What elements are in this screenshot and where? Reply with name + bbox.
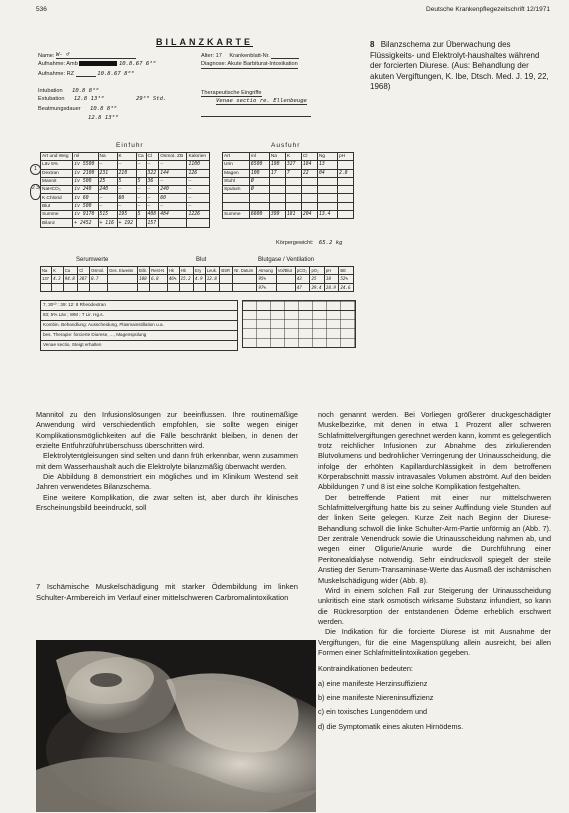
output-row bbox=[223, 186, 354, 194]
lab-header-cell: Atmung bbox=[257, 267, 276, 275]
output-cell: 204 bbox=[301, 211, 317, 219]
output-cell bbox=[269, 194, 285, 202]
output-cell bbox=[317, 202, 337, 210]
intake-cell: 240 bbox=[98, 186, 117, 194]
intake-cell: 1226 bbox=[187, 211, 210, 219]
output-row bbox=[223, 169, 354, 177]
lab-cell bbox=[220, 275, 233, 283]
lab-cell bbox=[107, 275, 137, 283]
intake-cell: 36 bbox=[146, 177, 159, 185]
intake-cell: 515 bbox=[98, 211, 117, 219]
intake-cell: Läv 5% bbox=[41, 161, 73, 169]
intake-cell: — bbox=[159, 161, 187, 169]
lab-header-cell: Bilir. bbox=[138, 267, 150, 275]
intake-row bbox=[41, 161, 210, 169]
contra-item-b: b) eine manifeste Niereninsuffizienz bbox=[318, 692, 434, 702]
field-admission-rz bbox=[38, 70, 134, 77]
lab-cell bbox=[276, 283, 295, 291]
output-cell bbox=[301, 186, 317, 194]
lab-header-cell: pCO₂ bbox=[295, 267, 310, 275]
field-admission-amb-label: Aufnahme: Amb bbox=[38, 61, 78, 67]
intake-cell: Bilanz bbox=[41, 219, 73, 227]
lab-cell: 137 bbox=[41, 275, 52, 283]
output-cell: 184 bbox=[301, 161, 317, 169]
intake-cell: NaHCO₃ bbox=[41, 186, 73, 194]
intake-cell: Mannit bbox=[41, 177, 73, 185]
output-table bbox=[222, 152, 354, 219]
left-paragraph-4: Eine weitere Komplikation, die zwar selten ist, aber durch ihr klinisches Erscheinungsbild beeindruckt, soll bbox=[36, 492, 298, 513]
lab-header-cell: pO₂ bbox=[310, 267, 324, 275]
intake-cell: — bbox=[136, 202, 146, 210]
left-paragraph-2: Elektrolytentgleisungen sind selten und dann früh erkennbar, wenn zusammen mit dem Wasserhaushalt auch die Elektrolyte bilanzmäßig überwacht werden. bbox=[36, 451, 298, 471]
output-cell: 17 bbox=[269, 169, 285, 177]
intake-cell: — bbox=[146, 186, 159, 194]
lab-cell: 94.8 bbox=[63, 275, 77, 283]
lab-cell bbox=[78, 283, 90, 291]
caption-number: 8 bbox=[370, 40, 375, 49]
weight-label: Körpergewicht: bbox=[276, 240, 314, 246]
output-cell: Summe bbox=[223, 211, 250, 219]
intake-cell: 5 bbox=[117, 177, 136, 185]
field-diagnosis bbox=[201, 61, 298, 69]
intake-cell: — bbox=[187, 177, 210, 185]
field-age bbox=[201, 52, 299, 59]
time-extubation: Extubation 12.8 13³⁰ bbox=[38, 96, 105, 102]
left-paragraph-1: Mannitol zu den Infusionslösungen zur beeinflussen. Ihre routinemäßige Anwendung wird verschiedentlich empfohlen, sie sollte wegen einiger Komplikationsmöglichkeiten auf die Fälle beschränkt bleiben, in denen der erzielte Entfuhrzüfuhrüberschuss überschritten wird. bbox=[36, 410, 298, 451]
output-cell bbox=[317, 177, 337, 185]
intake-cell: 322 bbox=[146, 169, 159, 177]
lab-cell bbox=[52, 283, 64, 291]
lab-cell: 46% bbox=[167, 275, 179, 283]
output-header-cell: K bbox=[285, 153, 301, 161]
intake-cell: — bbox=[187, 186, 210, 194]
output-cell: 6500 bbox=[249, 161, 269, 169]
lab-header-cell: BSR bbox=[220, 267, 233, 275]
output-cell bbox=[269, 202, 285, 210]
marker-circle-2: 2 3 bbox=[30, 184, 41, 200]
intake-cell: — bbox=[159, 177, 187, 185]
patient-photo bbox=[36, 640, 316, 812]
intake-cell bbox=[159, 219, 187, 227]
lab-cell: 47 bbox=[295, 283, 310, 291]
lab-row bbox=[41, 283, 354, 291]
lab-cell: 24.6 bbox=[339, 283, 354, 291]
output-cell bbox=[269, 186, 285, 194]
lab-cell bbox=[276, 275, 295, 283]
intake-title: Einfuhr bbox=[116, 142, 144, 149]
intake-cell: iv 60 bbox=[73, 194, 98, 202]
lab-header-cell: Rest-N bbox=[150, 267, 168, 275]
output-row bbox=[223, 177, 354, 185]
lab-row bbox=[41, 275, 354, 283]
lab-header-cell: Ges. Eiweiss bbox=[107, 267, 137, 275]
left-paragraph-3: Die Abbildung 8 demonstriert ein mögliches und im Klinikum Westend seit Jahren verwendetes Bilanzschema. bbox=[36, 472, 298, 492]
intake-cell: 1100 bbox=[187, 161, 210, 169]
intake-cell: iv 9170 bbox=[73, 211, 98, 219]
figure-7-caption: 7 Ischämische Muskelschädigung mit starker Ödembildung im linken Schulter-Armbereich im Verlauf einer mittelschweren Carbromalintoxikation bbox=[36, 582, 298, 602]
page-number: 536 bbox=[36, 6, 47, 13]
lab-title-blood: Blut bbox=[196, 257, 207, 263]
output-header-cell: Art bbox=[223, 153, 250, 161]
intake-cell: 157 bbox=[146, 219, 159, 227]
time-ventilation-end: 12.8 13³⁰ bbox=[88, 115, 119, 121]
intake-row bbox=[41, 211, 210, 219]
intake-table bbox=[40, 152, 210, 228]
intake-row bbox=[41, 194, 210, 202]
lab-cell: 25 bbox=[310, 275, 324, 283]
intake-cell: — bbox=[98, 161, 117, 169]
intake-cell: — bbox=[146, 161, 159, 169]
weight-row bbox=[276, 240, 342, 246]
lab-cell: 43 bbox=[295, 275, 310, 283]
output-cell: 327 bbox=[285, 161, 301, 169]
intake-cell: 126 bbox=[187, 169, 210, 177]
lab-cell: 28.9 bbox=[324, 283, 338, 291]
lab-cell bbox=[233, 275, 257, 283]
intake-row bbox=[41, 202, 210, 210]
lab-cell bbox=[41, 283, 52, 291]
intake-cell: 231 bbox=[98, 169, 117, 177]
output-cell bbox=[269, 177, 285, 185]
lab-cell: 97% bbox=[257, 283, 276, 291]
lab-header-cell: Osmol. bbox=[89, 267, 107, 275]
intake-header-cell: Kalorien bbox=[187, 153, 210, 161]
output-cell: 13.4 bbox=[317, 211, 337, 219]
output-title: Ausfuhr bbox=[271, 142, 301, 149]
right-paragraph-1: noch genannt werden. Bei Vorliegen größerer druckgeschädigter Muskelbezirke, mit denen in etwa 1 Prozent aller schweren Schlafmittelvergiftungen gerechnet werden kann, kommt es gelegentlich trotz reichlicher Infusionen zur Abnahme des zirkulierenden Blutvolumens und bedrohlicher Verringerung der Urinausscheidung, die infolge der erhöhten Kapillardurchlässigkeit in dem betroffenen Körperabschnitt massiv intravasales Volumen abströmt. Auf den beiden Abbildungen 7 und 8 ist eine solche Komplikation festgehalten. bbox=[318, 410, 551, 492]
intake-cell: — bbox=[136, 194, 146, 202]
right-paragraph-3: Wird in einem solchen Fall zur Steigerung der Urinausscheidung unkritisch eine stark osmotisch wirksame Substanz infundiert, so kann die Rückresorption der entstandenen Ödeme erheblich erschwert werden. bbox=[318, 585, 551, 626]
output-cell bbox=[285, 194, 301, 202]
field-admission-rz-label: Aufnahme: RZ bbox=[38, 71, 75, 77]
output-cell bbox=[317, 194, 337, 202]
output-cell: 7 bbox=[285, 169, 301, 177]
therapy-line bbox=[201, 116, 311, 117]
right-text-column bbox=[318, 410, 551, 732]
output-cell bbox=[285, 186, 301, 194]
lab-cell: 4.3 bbox=[52, 275, 64, 283]
output-header-cell: pH bbox=[337, 153, 353, 161]
output-header-cell: Cl bbox=[301, 153, 317, 161]
output-cell: 100 bbox=[249, 169, 269, 177]
lab-cell bbox=[138, 283, 150, 291]
intake-cell: — bbox=[117, 202, 136, 210]
lab-title-serum: Serumwerte bbox=[76, 257, 109, 263]
lab-cell: 52% bbox=[339, 275, 354, 283]
intake-cell: + 2452 bbox=[73, 219, 98, 227]
output-cell: 22 bbox=[301, 169, 317, 177]
intake-cell: 240 bbox=[159, 186, 187, 194]
lab-header-row bbox=[41, 267, 354, 275]
lab-cell: 4.9 bbox=[194, 275, 206, 283]
intake-cell: iv 500 bbox=[73, 202, 98, 210]
lab-cell bbox=[194, 283, 206, 291]
intake-cell: iv 240 bbox=[73, 186, 98, 194]
output-cell: 2.8 bbox=[337, 169, 353, 177]
intake-cell: 5 bbox=[136, 177, 146, 185]
output-cell: 13 bbox=[317, 161, 337, 169]
intake-cell: 60 bbox=[117, 194, 136, 202]
notes-block bbox=[40, 300, 238, 351]
intake-cell: — bbox=[98, 202, 117, 210]
lab-title-gases: Blutgase / Ventilation bbox=[258, 257, 315, 263]
intake-cell bbox=[136, 219, 146, 227]
intake-cell: + 192 bbox=[117, 219, 136, 227]
contra-item-d: d) die Symptomatik eines akuten Hirnödems. bbox=[318, 721, 464, 731]
time-duration: 29³⁰ Std. bbox=[136, 96, 167, 102]
output-cell bbox=[285, 177, 301, 185]
field-name-label: Name: bbox=[38, 53, 55, 59]
bilanzkarte-figure bbox=[32, 34, 358, 364]
lab-cell: 15.2 bbox=[179, 275, 193, 283]
figure-title: BILANZKARTE bbox=[156, 37, 253, 47]
notes-row: Kombin. Behandlung: Ausscheidung, Plasmainstillation u.a. bbox=[41, 321, 237, 331]
output-cell: Urin bbox=[223, 161, 250, 169]
field-name bbox=[38, 52, 136, 59]
field-admission-rz-value: 10.8.67 8⁰⁰ bbox=[97, 71, 135, 77]
intake-row bbox=[41, 177, 210, 185]
output-cell: 190 bbox=[269, 161, 285, 169]
notes-row: 7, 30¹⁰ : 39: 12: 8 Rheodextran bbox=[41, 301, 237, 311]
intake-cell: iv 5500 bbox=[73, 161, 98, 169]
lab-header-cell: Hk bbox=[167, 267, 179, 275]
output-cell bbox=[249, 202, 269, 210]
intake-cell: 210 bbox=[117, 169, 136, 177]
intake-header-cell: K bbox=[117, 153, 136, 161]
field-admission-amb bbox=[38, 61, 156, 67]
intake-cell: Summe bbox=[41, 211, 73, 219]
contra-title: Kontraindikationen bedeuten: bbox=[318, 664, 413, 674]
field-diagnosis-value: Diagnose: Akute Barbiturat-Intoxikation bbox=[201, 61, 298, 67]
output-cell bbox=[337, 194, 353, 202]
output-cell bbox=[337, 177, 353, 185]
intake-header-cell: Art und Weg bbox=[41, 153, 73, 161]
intake-cell: — bbox=[98, 194, 117, 202]
lab-cell bbox=[107, 283, 137, 291]
output-header-cell: ml bbox=[249, 153, 269, 161]
lab-cell: 307 bbox=[78, 275, 90, 283]
lab-cell bbox=[167, 283, 179, 291]
right-lab-grid bbox=[242, 300, 356, 348]
intake-cell bbox=[136, 169, 146, 177]
lab-table bbox=[40, 266, 354, 292]
lab-header-cell: Cl bbox=[78, 267, 90, 275]
lab-cell: 100 bbox=[138, 275, 150, 283]
lab-cell bbox=[63, 283, 77, 291]
intake-header-cell: Ca bbox=[136, 153, 146, 161]
intake-cell: — bbox=[117, 186, 136, 194]
output-cell bbox=[301, 194, 317, 202]
photo-image bbox=[36, 640, 316, 812]
intake-cell: Blut bbox=[41, 202, 73, 210]
lab-header-cell: K bbox=[52, 267, 64, 275]
lab-header-cell: Ca bbox=[63, 267, 77, 275]
output-header-cell: Na bbox=[269, 153, 285, 161]
intake-cell: — bbox=[146, 202, 159, 210]
output-cell: Magen bbox=[223, 169, 250, 177]
output-row bbox=[223, 161, 354, 169]
output-row bbox=[223, 202, 354, 210]
intake-header-cell: Osmot. ZB bbox=[159, 153, 187, 161]
lab-cell: 6.8 bbox=[150, 275, 168, 283]
lab-header-cell: Hb bbox=[179, 267, 193, 275]
lab-cell bbox=[150, 283, 168, 291]
intake-cell: Dextran bbox=[41, 169, 73, 177]
intake-cell: — bbox=[136, 161, 146, 169]
notes-row: Venae sectio, Steigt erhalten bbox=[43, 342, 102, 347]
right-paragraph-2: Der betreffende Patient mit einer nur mittelschweren Schlafmittelvergiftung hatte bis zu seiner Auffindung viele Stunden auf der linken Seite gelegen. Kurze Zeit nach Beginn der Diurese-Behandlung schwoll die linke Schulter-Arm-Partie unförmig an (Abb. 7). Der zentrale Venendruck sowie die Urinausscheidung nahmen ab, und wegen einer Oligurie/Anurie wurde die Durchführung einer Peritonealdialyse notwendig. Sehr eindrucksvoll spiegelt der steile Anstieg der Serum-Transaminase-Werte das Ausmaß der ischämischen Muskelschädigung wider (Abb. 8). bbox=[318, 492, 551, 585]
intake-cell: 484 bbox=[159, 211, 187, 219]
intake-cell: — bbox=[159, 202, 187, 210]
caption-text: Bilanzschema zur Überwachung des Flüssigkeits- und Elektrolyt-haushaltes während der forcierten Diurese. (Aus: Behandlung der akuten Vergiftungen, K. Ibe, Dtsch. Med. J. 19, 22, 1968) bbox=[370, 40, 549, 91]
time-ventilation: Beatmungsdauer 10.8 8³⁰ bbox=[38, 106, 117, 112]
time-intubation: Intubation 10.8 8³⁰ bbox=[38, 88, 99, 94]
intake-cell: — bbox=[187, 202, 210, 210]
intake-cell: 408 bbox=[146, 211, 159, 219]
redaction-bar bbox=[79, 61, 117, 66]
lab-header-cell: Vol/Blut bbox=[276, 267, 295, 275]
output-cell: Sputum bbox=[223, 186, 250, 194]
output-cell bbox=[337, 186, 353, 194]
output-cell bbox=[317, 186, 337, 194]
lab-cell bbox=[205, 283, 220, 291]
output-cell bbox=[285, 202, 301, 210]
output-cell bbox=[301, 202, 317, 210]
output-cell bbox=[337, 202, 353, 210]
therapy-field bbox=[201, 90, 262, 96]
lab-cell: 10 bbox=[324, 275, 338, 283]
output-header-cell: Ng bbox=[317, 153, 337, 161]
intake-cell: 144 bbox=[159, 169, 187, 177]
output-cell bbox=[223, 202, 250, 210]
lab-header-cell: Leuk. bbox=[205, 267, 220, 275]
lab-cell bbox=[179, 283, 193, 291]
lab-cell: 29.4 bbox=[310, 283, 324, 291]
therapy-label: Therapeutische Eingriffe bbox=[201, 90, 262, 96]
intake-header-cell: ml bbox=[73, 153, 98, 161]
output-cell: Ø bbox=[249, 177, 269, 185]
intake-row bbox=[41, 186, 210, 194]
output-row bbox=[223, 194, 354, 202]
intake-cell: — bbox=[136, 186, 146, 194]
lab-header-cell: BE bbox=[339, 267, 354, 275]
intake-row bbox=[41, 219, 210, 227]
lab-cell: 12.8 bbox=[205, 275, 220, 283]
therapy-value: Venae sectio re. Ellenbeuge bbox=[216, 98, 307, 104]
lab-cell: 95% bbox=[257, 275, 276, 283]
output-cell bbox=[301, 177, 317, 185]
output-cell bbox=[337, 211, 353, 219]
intake-cell: — bbox=[146, 194, 159, 202]
output-cell bbox=[249, 194, 269, 202]
intake-cell: iv 2100 bbox=[73, 169, 98, 177]
intake-row bbox=[41, 169, 210, 177]
lab-header-cell: pH bbox=[324, 267, 338, 275]
intake-cell: 25 bbox=[98, 177, 117, 185]
lab-cell bbox=[89, 283, 107, 291]
output-cell: 6600 bbox=[249, 211, 269, 219]
intake-cell: 5 bbox=[136, 211, 146, 219]
left-text-column bbox=[36, 410, 298, 513]
contra-item-a: a) eine manifeste Herzinsuffizienz bbox=[318, 678, 428, 688]
intake-cell: K.Chlorid bbox=[41, 194, 73, 202]
field-admission-amb-value: 10.8.67 6³⁰ bbox=[118, 61, 156, 67]
lab-header-cell: Ery bbox=[194, 267, 206, 275]
intake-cell: 195 bbox=[117, 211, 136, 219]
field-chart-no-label: Krankenblatt-Nr. bbox=[229, 53, 270, 59]
intake-cell: 60 bbox=[159, 194, 187, 202]
field-age-label: Alter: 17 bbox=[201, 53, 222, 59]
contra-item-c: c) ein toxisches Lungenödem und bbox=[318, 707, 428, 717]
marker-circle-1: 1 bbox=[30, 164, 41, 175]
output-cell: 399 bbox=[269, 211, 285, 219]
weight-value: 65.2 kg bbox=[318, 240, 343, 246]
output-cell: Stuhl bbox=[223, 177, 250, 185]
intake-cell: + 116 bbox=[98, 219, 117, 227]
intake-header-cell: Cl bbox=[146, 153, 159, 161]
journal-header: Deutsche Krankenpflegezeitschrift 12/1971 bbox=[426, 6, 550, 13]
intake-cell: — bbox=[117, 161, 136, 169]
intake-cell: iv 500 bbox=[73, 177, 98, 185]
notes-row: bes. Therapie: forcierte Diurese, ..., Magenspülung bbox=[41, 331, 237, 341]
intake-header-row bbox=[41, 153, 210, 161]
lab-header-cell: Nr. Datum bbox=[233, 267, 257, 275]
lab-cell bbox=[233, 283, 257, 291]
output-cell bbox=[223, 194, 250, 202]
output-cell: 181 bbox=[285, 211, 301, 219]
notes-row: 83; 5% Läv ; WM ; T Lir. Hg.s. bbox=[41, 311, 237, 321]
lab-cell: 0.7 bbox=[89, 275, 107, 283]
intake-cell bbox=[187, 219, 210, 227]
output-header-row bbox=[223, 153, 354, 161]
lab-header-cell: Na bbox=[41, 267, 52, 275]
intake-header-cell: Na bbox=[98, 153, 117, 161]
intake-cell: — bbox=[187, 194, 210, 202]
output-cell: Ø bbox=[249, 186, 269, 194]
field-name-value: W- ♂ bbox=[56, 52, 136, 59]
output-cell: 04 bbox=[317, 169, 337, 177]
output-cell bbox=[337, 161, 353, 169]
lab-cell bbox=[220, 283, 233, 291]
right-paragraph-4: Die Indikation für die forcierte Diurese ist mit Ausnahme der Vergiftungen, für die eine Magenspülung allein ausreicht, bei allen Formen einer Schlafmittelintoxikation gegeben. bbox=[318, 627, 551, 657]
figure-caption bbox=[370, 40, 550, 93]
output-row bbox=[223, 211, 354, 219]
